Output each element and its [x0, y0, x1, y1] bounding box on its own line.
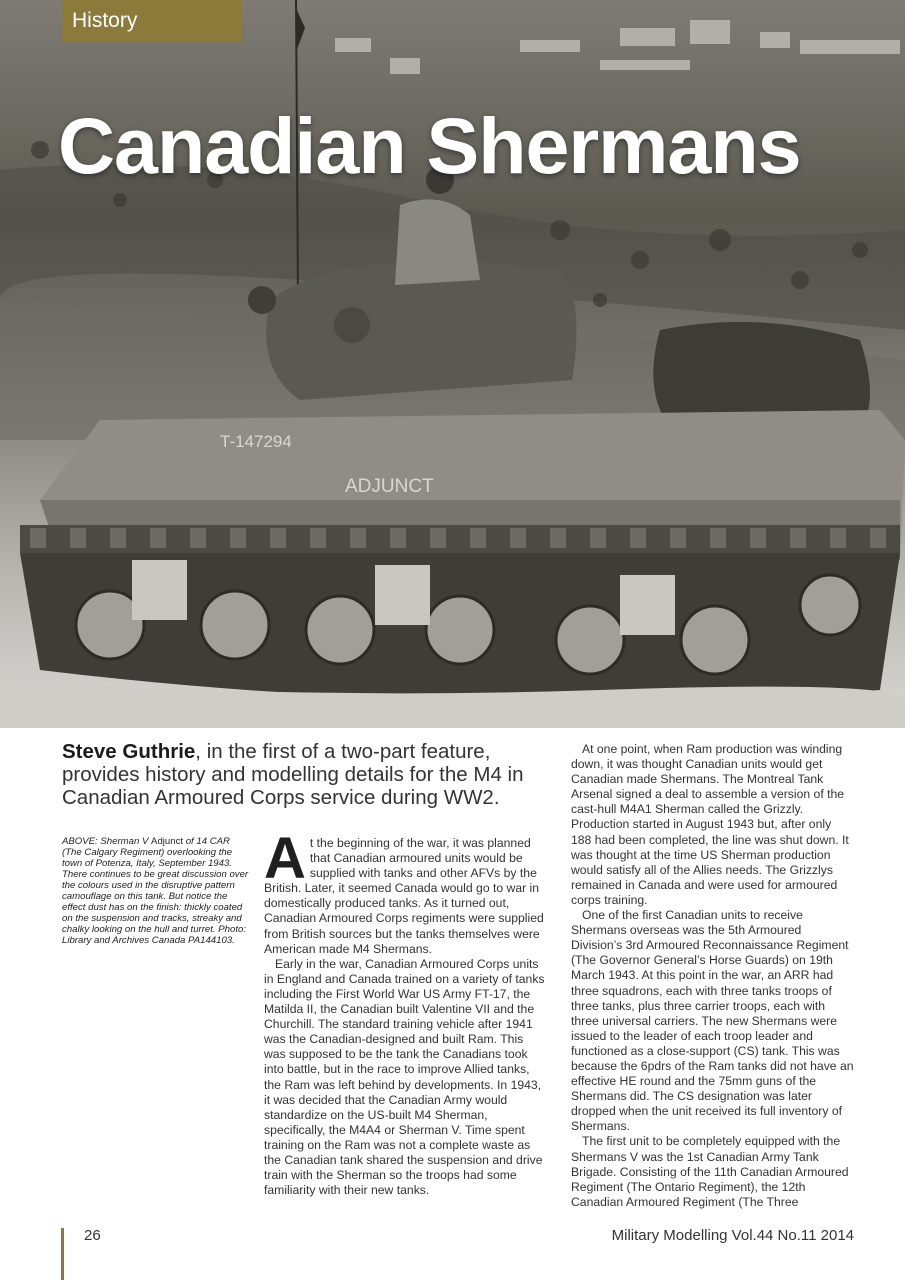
- footer-rule: [61, 1228, 64, 1280]
- author-name: Steve Guthrie: [62, 740, 196, 763]
- standfirst-text: , in the first of a two-part feature, provides history and modelling details for the M4 in Canadian Armoured Corps service during WW2.: [62, 740, 524, 809]
- section-tag: History: [62, 0, 242, 42]
- journal-reference: Military Modelling Vol.44 No.11 2014: [611, 1227, 854, 1244]
- paragraph-4: One of the first Canadian units to receive Shermans overseas was the 5th Armoured Division’s 3rd Armoured Reconnaissance Regiment (The Governor General’s Horse Guards) on 19th March 1943. At this point in the war, an ARR had three squadrons, each with three tanks troops of three tanks, plus three carrier troops, each with three universal carriers. The new Shermans were issued to the leader of each troop leader and functioned as a close-support (CS) tank. This was because the 6pdrs of the Ram tanks did not have an effective HE round and the 75mm guns of the Shermans did. The CS designation was later dropped when the unit received its full inventory of Shermans.: [571, 908, 854, 1134]
- paragraph-1-text: t the beginning of the war, it was planned that Canadian armoured units would be supplied with tanks and other AFVs by the British. Later, it seemed Canada would go to war in domestically produced tanks. As it turned out, Canadian Armoured Corps regiments were supplied from British sources but the tanks themselves were American made M4 Shermans.: [264, 836, 544, 956]
- photo-caption: [62, 836, 252, 946]
- caption-text: of 14 CAR (The Calgary Regiment) overlooking the town of Potenza, Italy, September 1943. There continues to be great discussion over the colours used in the disruptive pattern camouflage on this tank. But notice the effect dust has on the finish: thickly coated on the suspension and tracks, streaky and chalky looking on the hull and turret. Photo: Library and Archives Canada PA144103.: [62, 836, 249, 946]
- caption-prefix: ABOVE: Sherman V: [62, 836, 152, 847]
- body-column-middle: [264, 826, 548, 1198]
- page-number: 26: [84, 1227, 101, 1244]
- caption-tank-name: Adjunct: [151, 836, 184, 847]
- paragraph-2: Early in the war, Canadian Armoured Corps units in England and Canada trained on a variety of tanks including the First World War US Army FT-17, the Matilda II, the Canadian built Valentine VII and the Churchill. The standard training vehicle after 1941 was the Canadian-designed and built Ram. This was supposed to be the tank the Canadians took into battle, but in the race to improve Allied tanks, the Ram was left behind by developments. In 1943, it was decided that the Canadian Army would standardize on the US-built M4 Sherman, specifically, the M4A4 or Sherman V. Time spent training on the Ram was not a complete waste as the Canadian tank shared the suspension and drive train with the Sherman so the troops had some familiarity with their new tanks.: [264, 956, 545, 1198]
- body-column-right: [571, 742, 854, 1210]
- page-title: Canadian Shermans: [58, 101, 801, 190]
- tank-name-marking: ADJUNCT: [345, 476, 434, 497]
- hull-number: T-147294: [220, 432, 292, 451]
- paragraph-5: The first unit to be completely equipped with the Shermans V was the 1st Canadian Army Tank Brigade. Consisting of the 11th Canadian Armoured Regiment (The Ontario Regiment), the 12th Canadian Armoured Regiment (The Three: [571, 1134, 849, 1209]
- standfirst: [62, 740, 562, 809]
- paragraph-3: At one point, when Ram production was winding down, it was thought Canadian units would get Canadian made Shermans. The Montreal Tank Arsenal signed a deal to assemble a version of the cast-hull M4A1 Sherman called the Grizzly. Production started in August 1943 but, after only 188 had been completed, the line was shut down. It was thought at the time US Sherman production would satisfy all of the Allies needs. The Grizzlys remained in Canada and were used for armoured corps training.: [571, 742, 849, 907]
- drop-cap: A: [264, 826, 306, 891]
- paragraph-1: [264, 826, 548, 957]
